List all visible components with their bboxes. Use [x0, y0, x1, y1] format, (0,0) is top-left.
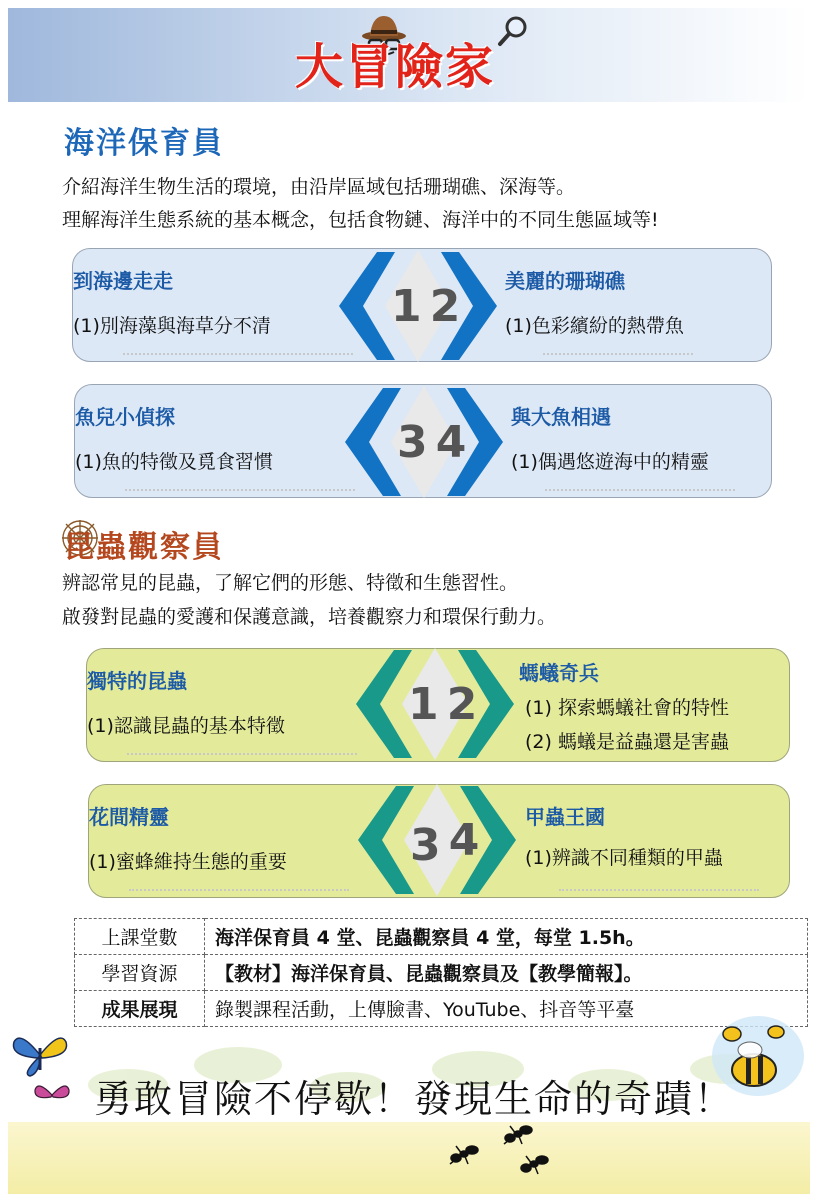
lesson-4-title: 與大魚相遇: [511, 405, 611, 429]
section-ocean-title: 海洋保育員: [64, 126, 224, 161]
lesson-number: 2: [446, 679, 478, 730]
magnifier-icon: [496, 14, 530, 48]
lesson-number: 4: [448, 815, 480, 866]
lesson-number-badge: [333, 246, 503, 366]
section-insect-title: 昆蟲觀察員: [64, 530, 224, 565]
lesson-number: 1: [391, 281, 422, 332]
lesson-number: 1: [408, 679, 439, 730]
lesson-number: 3: [410, 820, 441, 871]
divider: [129, 889, 349, 892]
ants-icon: [436, 1118, 556, 1188]
lesson-3-text: (1)魚的特徵及覓食習慣: [75, 451, 273, 473]
divider: [125, 489, 355, 492]
divider: [559, 889, 759, 892]
lesson-2-text: (1)色彩繽紛的熱帶魚: [505, 315, 684, 337]
course-info-table: [74, 918, 808, 1027]
lesson-1-title: 獨特的昆蟲: [87, 669, 187, 693]
lesson-1-text: (1)認識昆蟲的基本特徵: [87, 715, 285, 737]
lesson-number: 2: [429, 281, 461, 332]
lesson-number: 3: [397, 417, 428, 468]
lesson-4-title: 甲蟲王國: [525, 805, 605, 829]
lesson-3-title: 花間精靈: [89, 805, 169, 829]
lesson-2-title: 螞蟻奇兵: [519, 661, 599, 685]
info-label: 成果展現: [75, 991, 205, 1027]
lesson-4-text: (1)偶遇悠遊海中的精靈: [511, 451, 709, 473]
info-value: 錄製課程活動，上傳臉書、YouTube、抖音等平臺: [205, 991, 808, 1027]
lesson-number: 4: [435, 417, 467, 468]
lesson-1-text: (1)別海藻與海草分不清: [73, 315, 271, 337]
divider: [123, 353, 353, 356]
section-insect-desc-1: 辨認常見的昆蟲，了解它們的形態、特徵和生態習性。: [62, 572, 519, 594]
info-value: 海洋保育員 4 堂、昆蟲觀察員 4 堂，每堂 1.5h。: [205, 919, 808, 955]
lesson-2-text: (1) 探索螞蟻社會的特性: [525, 697, 729, 719]
table-row: [75, 991, 808, 1027]
footer-slogan: 勇敢冒險不停歇！發現生命的奇蹟！: [94, 1077, 735, 1121]
lesson-4-text: (1)辨識不同種類的甲蟲: [525, 847, 723, 869]
info-label: 學習資源: [75, 955, 205, 991]
divider: [543, 353, 693, 356]
table-row: [75, 955, 808, 991]
section-ocean-desc-1: 介紹海洋生物生活的環境，由沿岸區域包括珊瑚礁、深海等。: [62, 176, 576, 198]
divider: [127, 753, 357, 756]
lesson-number-badge: [350, 644, 520, 764]
info-value: 【教材】海洋保育員、昆蟲觀察員及【教學簡報】。: [205, 955, 808, 991]
lesson-3-text: (1)蜜蜂維持生態的重要: [89, 851, 287, 873]
banner-title: 大冒險家: [295, 39, 496, 95]
butterfly-icon: [10, 1030, 70, 1080]
lesson-number-badge: [339, 382, 509, 502]
lesson-1-title: 到海邊走走: [73, 269, 173, 293]
footer-ground: [8, 1122, 810, 1194]
lesson-2-title: 美麗的珊瑚礁: [505, 269, 625, 293]
divider: [545, 489, 735, 492]
section-insect-desc-2: 啟發對昆蟲的愛護和保護意識，培養觀察力和環保行動力。: [62, 606, 557, 628]
section-ocean-desc-2: 理解海洋生態系統的基本概念，包括食物鏈、海洋中的不同生態區域等!: [62, 209, 659, 231]
lesson-3-title: 魚兒小偵探: [75, 405, 175, 429]
lesson-2-text-2: (2) 螞蟻是益蟲還是害蟲: [525, 731, 729, 753]
table-row: [75, 919, 808, 955]
info-label: 上課堂數: [75, 919, 205, 955]
lesson-number-badge: [352, 780, 522, 900]
butterfly-icon: [32, 1080, 72, 1110]
